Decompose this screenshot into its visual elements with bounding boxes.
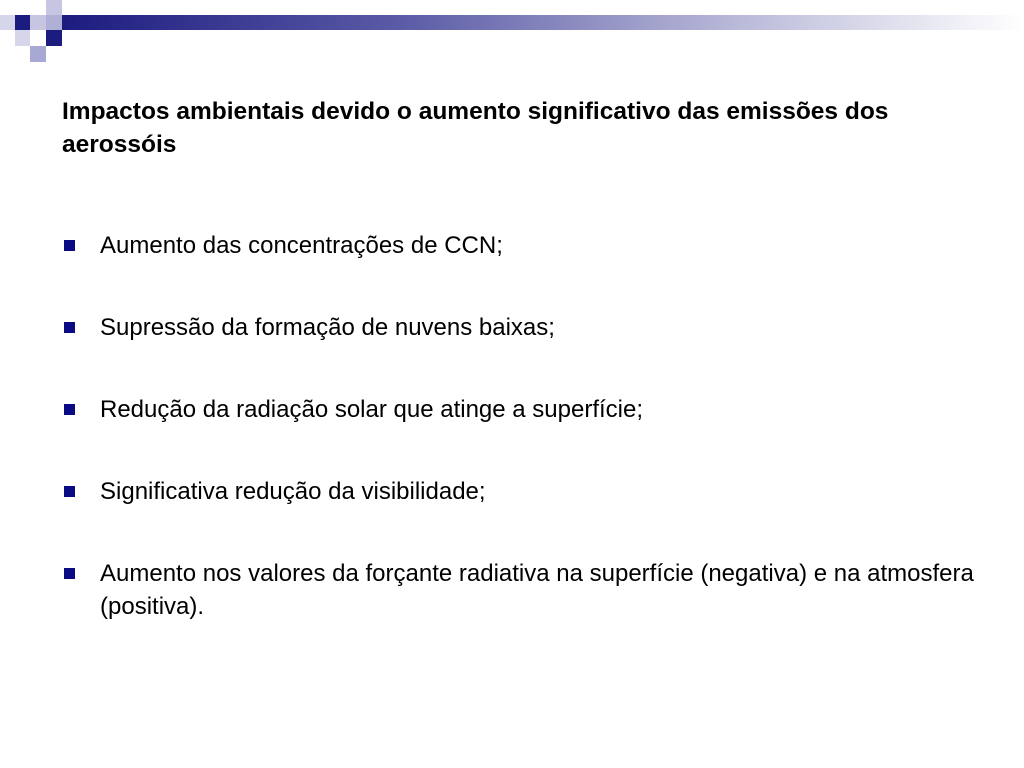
square-bullet-icon	[64, 568, 75, 579]
bullet-item	[62, 229, 982, 262]
bullet-text: Aumento das concentrações de CCN;	[100, 232, 503, 259]
decorative-square	[46, 15, 62, 30]
decorative-square	[15, 15, 30, 30]
bullet-item	[62, 557, 982, 623]
square-bullet-icon	[64, 322, 75, 333]
bullet-text: Supressão da formação de nuvens baixas;	[100, 314, 555, 341]
decorative-square	[30, 46, 46, 62]
header-gradient-bar	[62, 15, 1024, 30]
square-bullet-icon	[64, 240, 75, 251]
bullet-item	[62, 475, 982, 508]
decorative-square	[15, 30, 30, 46]
decorative-square	[46, 0, 62, 15]
decorative-square	[46, 30, 62, 46]
square-bullet-icon	[64, 404, 75, 415]
slide-title: Impactos ambientais devido o aumento significativo das emissões dos aerossóis	[62, 98, 889, 158]
bullet-item	[62, 393, 982, 426]
bullet-text: Significativa redução da visibilidade;	[100, 478, 486, 505]
decorative-square	[30, 15, 46, 30]
bullet-text: Aumento nos valores da forçante radiativa na superfície (negativa) e na atmosfera (positiva).	[100, 560, 974, 620]
bullet-item	[62, 311, 982, 344]
bullet-list	[62, 229, 982, 672]
decorative-square	[0, 15, 15, 30]
square-bullet-icon	[64, 486, 75, 497]
bullet-text: Redução da radiação solar que atinge a superfície;	[100, 396, 644, 423]
header-decoration	[0, 0, 1024, 62]
